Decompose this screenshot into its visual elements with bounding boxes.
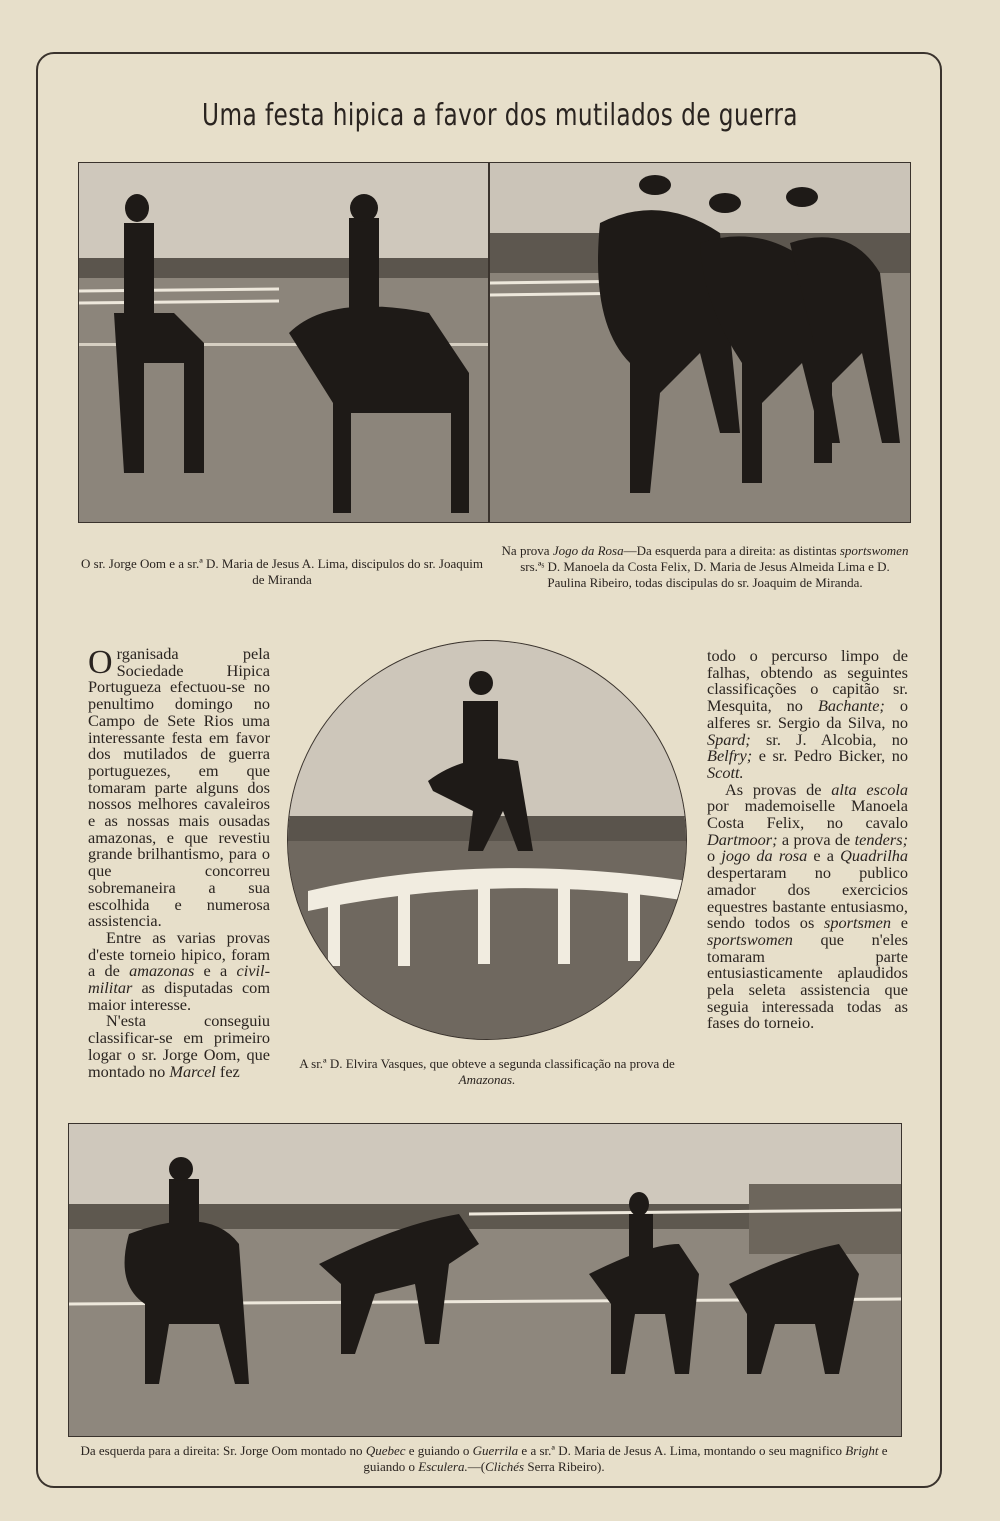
- photo-riders-pair: [78, 162, 489, 523]
- caption-bottom: Da esquerda para a direita: Sr. Jorge Oom montado no Quebec e guiando o Guerrila e a sr.ª D. Maria de Jesus A. Lima, montando o seu magnifico Bright e guiando o Esculera.—(Clichés Serra Ribeiro).: [80, 1443, 888, 1474]
- page-title: Uma festa hipica a favor dos mutilados de guerra: [202, 98, 798, 133]
- article-paragraph: As provas de alta escola por mademoiselle Manoela Costa Felix, no cavalo Dartmoor; a prova de tenders; o jogo da rosa e a Quadrilha despertaram no publico amador dos exercicios equestres bastante entusiasmo, sendo todos os sportsmen e sportswomen que n'eles tomaram parte entusiasticamente aplaudidos pela seleta assistencia que seguia interessada todas as fases do torneio.: [707, 779, 909, 1033]
- article-paragraph: todo o percurso limpo de falhas, obtendo as seguintes classificações o capitão sr. Mesquita, no Bachante; o alferes sr. Sergio da Silva, no Spard; sr. J. Alcobia, no Belfry; e sr. Pedro Bicker, no Scott.: [707, 646, 908, 782]
- drop-cap: O: [88, 644, 113, 681]
- photo-elvira-vasques-jump: [287, 640, 687, 1040]
- article-paragraph: Entre as varias provas d'este torneio hipico, foram a de amazonas e a civil-militar as disputadas com maior interesse.: [88, 927, 270, 1014]
- photo-jogo-da-rosa: [489, 162, 911, 523]
- caption-circle: A sr.ª D. Elvira Vasques, que obteve a segunda classificação na prova de Amazonas.: [299, 1056, 675, 1087]
- article-paragraph: N'esta conseguiu classificar-se em primeiro logar o sr. Jorge Oom, que montado no Marcel fez: [88, 1011, 270, 1081]
- photo-riders-with-led-horses: [68, 1123, 902, 1437]
- article-column-right: [707, 648, 908, 1032]
- article-paragraph: Organisada pela Sociedade Hipica Portugueza efectuou-se no penultimo domingo no Campo de Sete Rios uma interessante festa em favor dos mutilados de guerra portuguezes, em que tomaram parte alguns dos nossos melhores cavaleiros e as nossas mais ousadas amazonas, e que revestiu grande brilhantismo, para o que concorreu sobremaneira a sua escolhida e numerosa assistencia.: [88, 644, 270, 931]
- caption-top-left: O sr. Jorge Oom e a sr.ª D. Maria de Jesus A. Lima, discipulos do sr. Joaquim de Miranda: [81, 556, 483, 587]
- article-column-left: [88, 646, 270, 1080]
- caption-top-right: Na prova Jogo da Rosa—Da esquerda para a direita: as distintas sportswomen srs.ªˢ D. Manoela da Costa Felix, D. Maria de Jesus Almeida Lima e D. Paulina Ribeiro, todas discipulas do sr. Joaquim de Miranda.: [501, 543, 909, 590]
